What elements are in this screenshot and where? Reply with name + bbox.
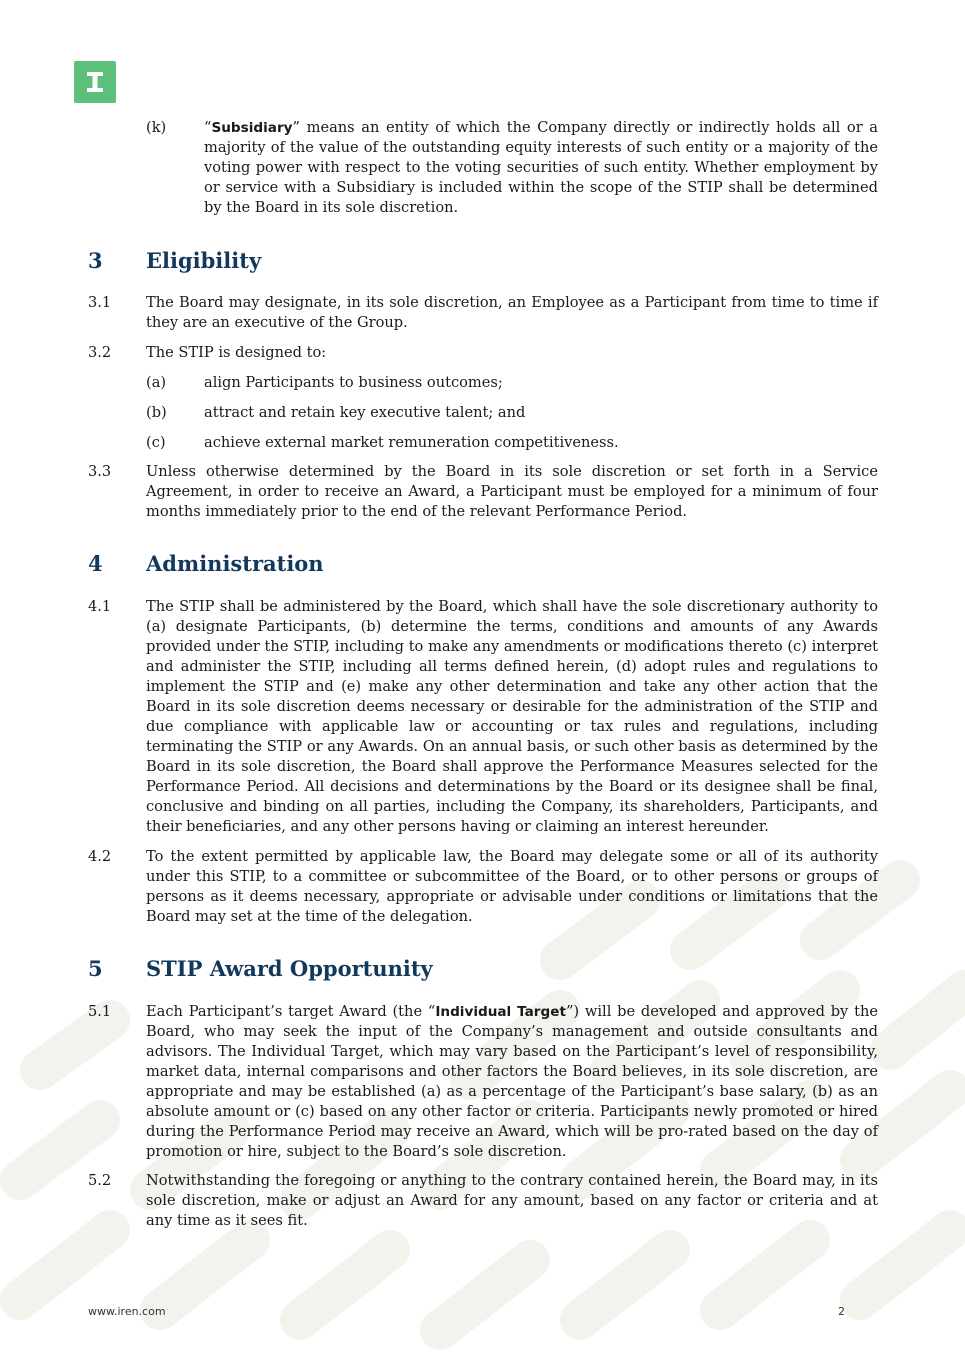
clause-number: 3.1	[88, 294, 112, 311]
defined-term: Individual Target	[435, 1004, 566, 1020]
section-5-number: 5	[88, 956, 103, 981]
page-number: 2	[838, 1305, 845, 1318]
section-3-number: 3	[88, 248, 103, 273]
clause-number: 5.1	[88, 1003, 112, 1020]
footer-website[interactable]: www.iren.com	[88, 1305, 166, 1318]
clause-3-2: The STIP is designed to:	[146, 344, 327, 361]
definition-subsidiary: “Subsidiary” means an entity of which the Company directly or indirectly holds all or a majority of the value of the outstanding equity interests of such entity or a majority of the voting power with respect to the voting securities of such entity. Whether employment by or service with a Subsidiary is included within the scope of the STIP shall be determined by the Board in its sole discretion.	[204, 119, 878, 216]
logo-letter-mark	[74, 61, 116, 103]
clause-5-2: Notwithstanding the foregoing or anything to the contrary contained herein, the Board may, in its sole discretion, make or adjust an Award for any amount, based on any factor or criteria and at any time as it sees fit.	[146, 1172, 878, 1229]
iren-logo	[74, 61, 116, 103]
section-3-heading: Eligibility	[146, 248, 262, 273]
list-item: align Participants to business outcomes;	[204, 374, 503, 391]
list-item-label: (c)	[146, 434, 166, 451]
clause-3-3: Unless otherwise determined by the Board in its sole discretion or set forth in a Service Agreement, in order to receive an Award, a Participant must be employed for a minimum of four months immediately prior to the end of the relevant Performance Period.	[146, 463, 878, 520]
definition-label: (k)	[146, 119, 167, 136]
section-4-heading: Administration	[146, 551, 324, 576]
clause-4-1: The STIP shall be administered by the Board, which shall have the sole discretionary authority to (a) designate Participants, (b) determine the terms, conditions and amounts of any Awards provided under the STIP, including to make any amendments or modifications thereto (c) interpret and administer the STIP, including all terms defined herein, (d) adopt rules and regulations to implement the STIP and (e) make any other determination and take any other action that the Board in its sole discretion deems necessary or desirable for the administration of the STIP and due compliance with applicable law or accounting or tax rules and regulations, including terminating the STIP or any Awards. On an annual basis, or such other basis as determined by the Board in its sole discretion, the Board shall approve the Performance Measures selected for the Performance Period. All decisions and determinations by the Board or its designee shall be final, conclusive and binding on all parties, including the Company, its shareholders, Participants, and their beneficiaries, and any other persons having or claiming an interest hereunder.	[146, 598, 878, 835]
clause-3-1: The Board may designate, in its sole discretion, an Employee as a Participant from time to time if they are an executive of the Group.	[146, 294, 878, 331]
clause-5-1: Each Participant’s target Award (the “Individual Target”) will be developed and approved by the Board, who may seek the input of the Company’s management and outside consultants and advisors. The Individual Target, which may vary based on the Participant’s level of responsibility, market data, internal comparisons and other factors the Board believes, in its sole discretion, are appropriate and may be established (a) as a percentage of the Participant’s base salary, (b) as an absolute amount or (c) based on any other factor or criteria. Participants newly promoted or hired during the Performance Period may receive an Award, which will be pro-rated based on the day of promotion or hire, subject to the Board’s sole discretion.	[146, 1003, 878, 1160]
clause-number: 4.2	[88, 848, 112, 865]
list-item-label: (b)	[146, 404, 167, 421]
clause-number: 3.3	[88, 463, 112, 480]
clause-number: 3.2	[88, 344, 112, 361]
section-4-number: 4	[88, 551, 103, 576]
clause-number: 4.1	[88, 598, 112, 615]
defined-term: Subsidiary	[211, 120, 293, 136]
clause-number: 5.2	[88, 1172, 112, 1189]
list-item: attract and retain key executive talent; and	[204, 404, 526, 421]
section-5-heading: STIP Award Opportunity	[146, 956, 433, 981]
list-item-label: (a)	[146, 374, 167, 391]
clause-4-2: To the extent permitted by applicable law, the Board may delegate some or all of its authority under this STIP, to a committee or subcommittee of the Board, or to other persons or groups of persons as it deems necessary, appropriate or advisable under conditions or limitations that the Board may set at the time of the delegation.	[146, 848, 878, 925]
list-item: achieve external market remuneration competitiveness.	[204, 434, 619, 451]
